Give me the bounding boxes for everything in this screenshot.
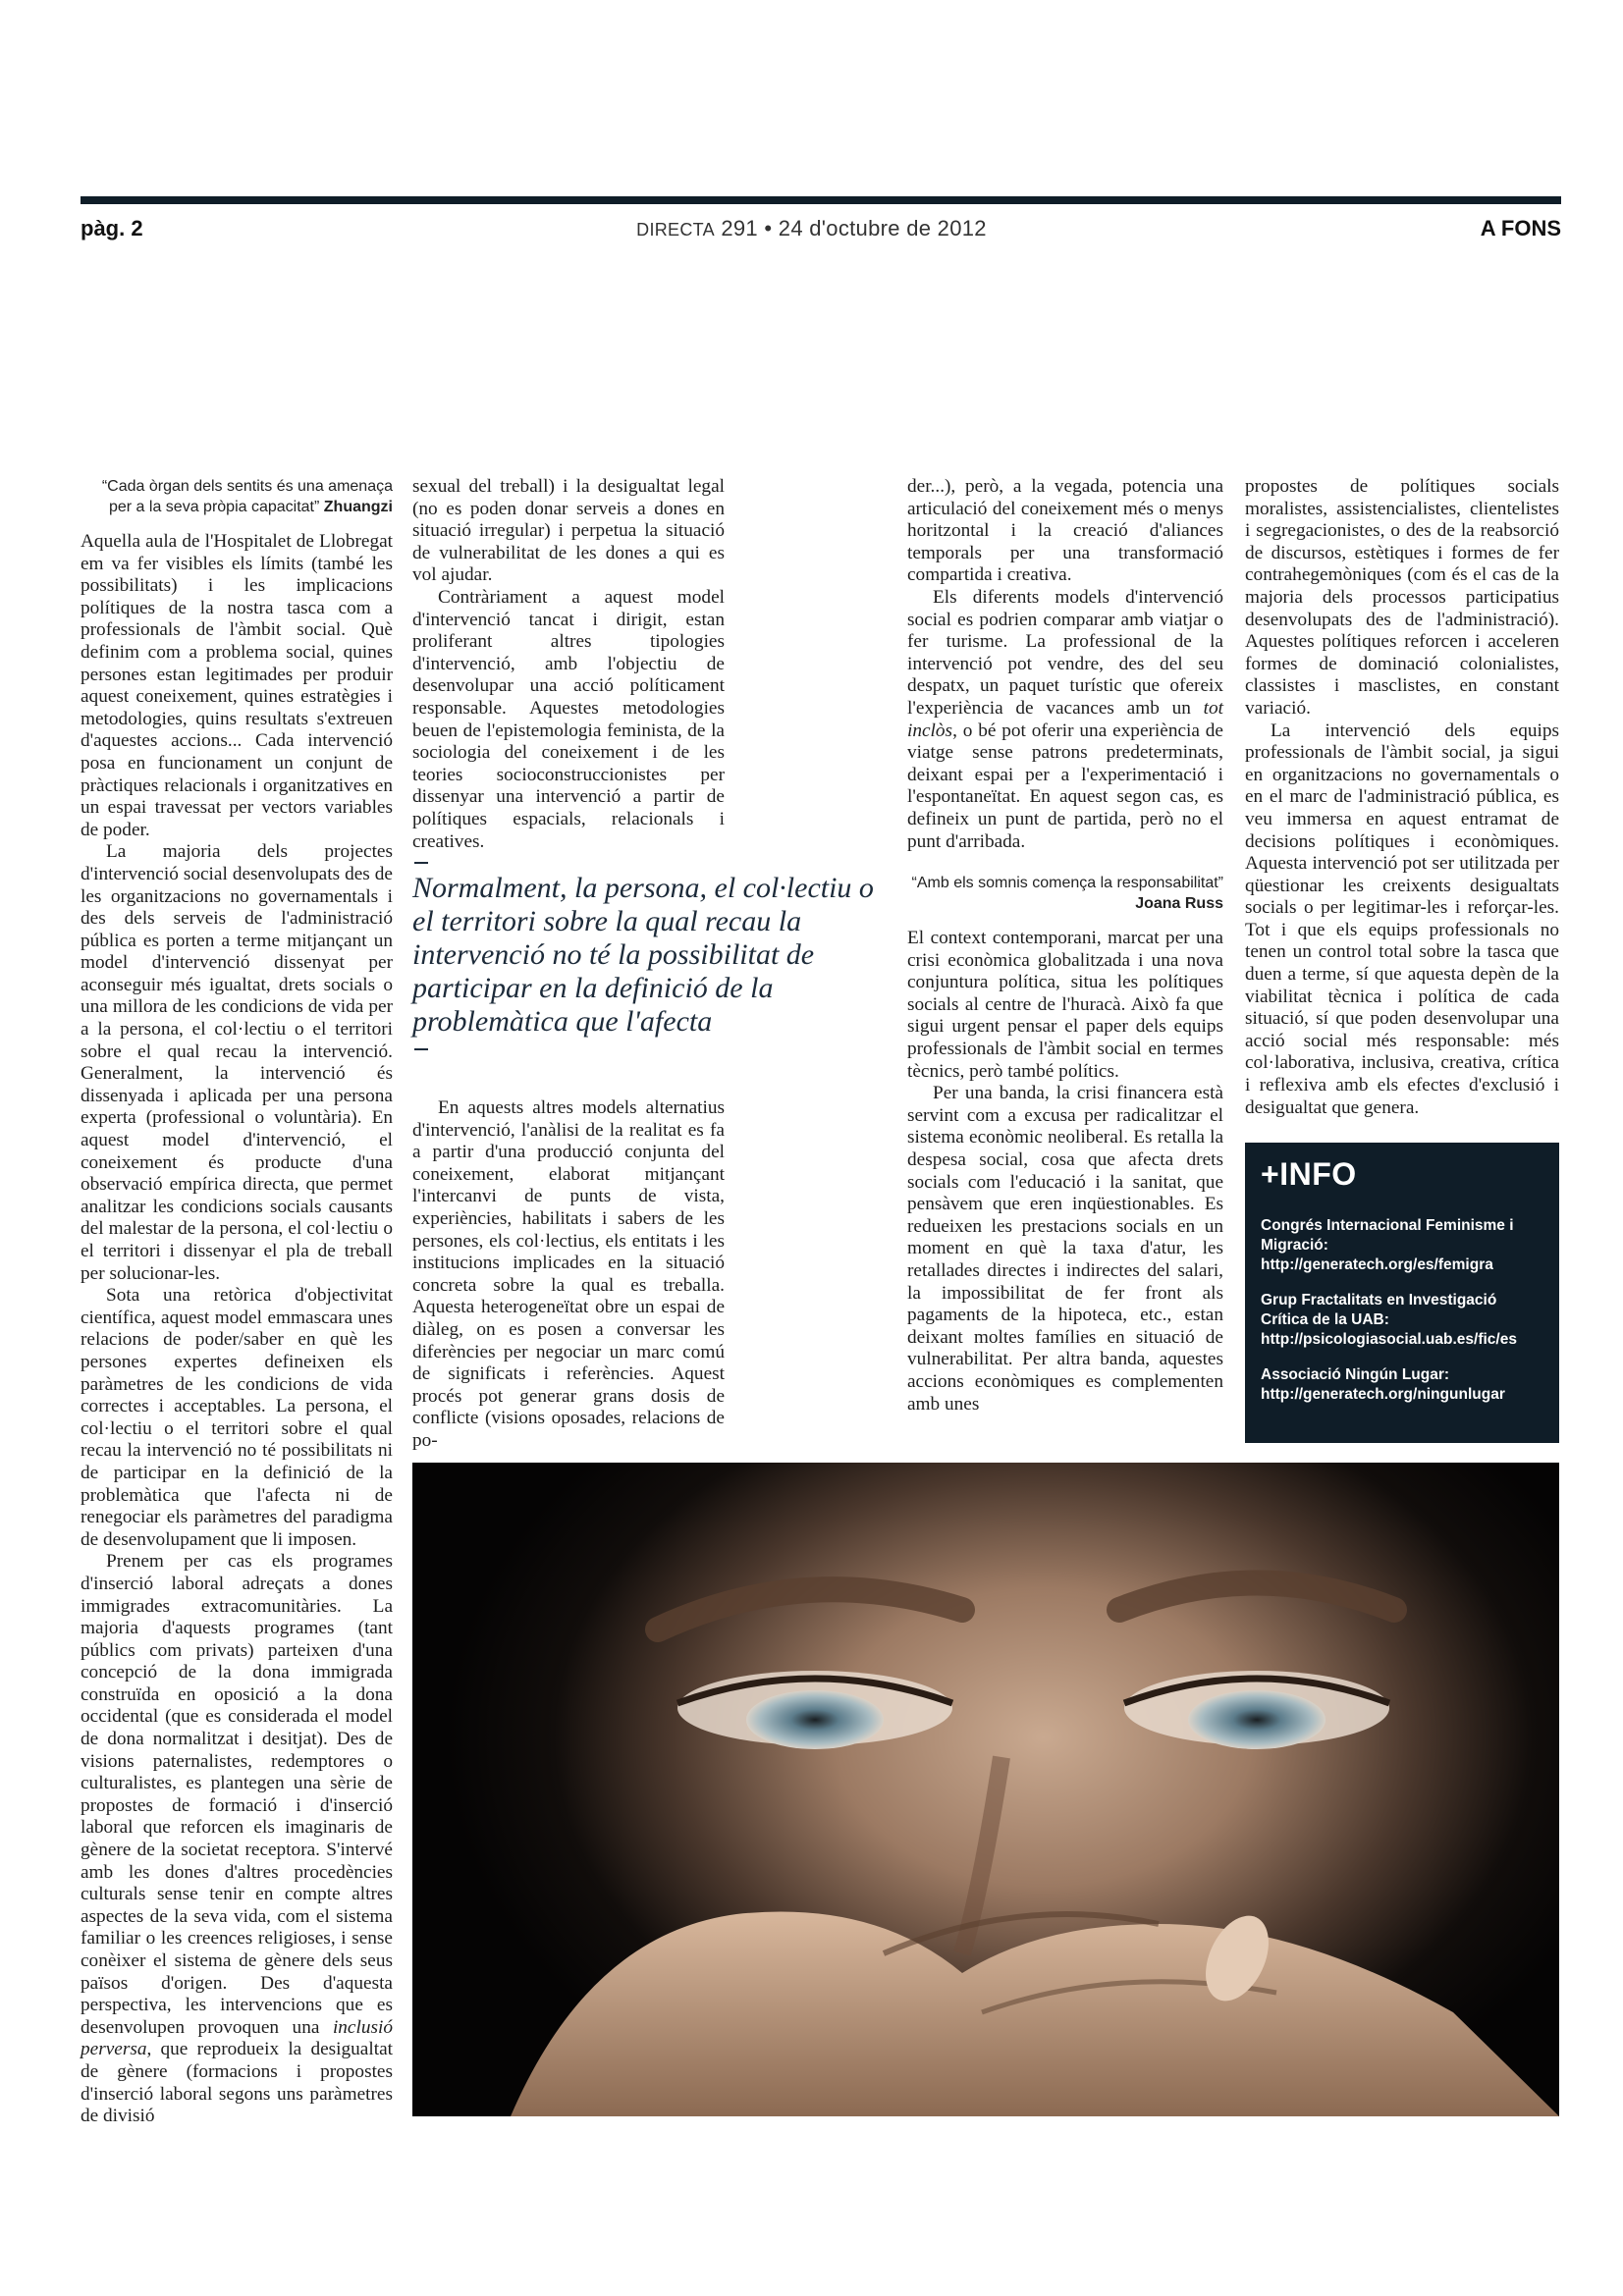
issue-line — [0, 216, 1623, 241]
column-1 — [81, 476, 393, 2128]
info-link[interactable]: http://generatech.org/es/femigra — [1261, 1256, 1493, 1273]
face-photo — [412, 1463, 1559, 2116]
info-item: Associació Ningún Lugar: http://generatech.org/ningunlugar — [1261, 1365, 1543, 1405]
info-link[interactable]: http://psicologiasocial.uab.es/fic/es — [1261, 1331, 1517, 1348]
paragraph: Per una banda, la crisi financera està servint com a excusa per radicalitzar el sistema econòmic neoliberal. Es retalla la despesa social, cosa que afecta drets socials com l'educació i la sanitat, que pensàvem que eren inqüestionables. Es redueixen les prestacions socials en un moment en què la taxa d'atur, les retallades directes i indirectes del salari, la impossibilitat de fer front als pagaments de la hipoteca, etc., estan deixant moltes famílies en situació de vulnerabilitat. Per altra banda, aquestes accions econòmiques es complementen amb unes — [907, 1083, 1223, 1415]
paragraph: Els diferents models d'intervenció social es podrien comparar amb viatjar o fer turisme. La professional de la intervenció pot vendre, des del seu despatx, un paquet turístic que ofereix l'experiència de vacances amb un tot inclòs, o bé pot oferir una experiència de viatge sense patrons predeterminats, deixant espai per a l'experimentació i l'espontaneïtat. En aquest segon cas, es defineix un punt de partida, però no el punt d'arribada. — [907, 586, 1223, 852]
paragraph: La majoria dels projectes d'intervenció social desenvolupats des de les organitzacions no governamentals i des dels serveis de l'administració pública es porten a terme mitjançant un model d'intervenció dissenyat per aconseguir més igualtat, drets socials o una millora de les condicions de vida per a la persona, el col·lectiu o el territori sobre el qual recau la intervenció. Generalment, la intervenció és dissenyada i aplicada per una persona experta (professional o voluntària). En aquest model d'intervenció, el coneixement és producte d'una observació empírica directa, que permet analitzar les condicions socials causants del malestar de la persona, el col·lectiu o el territori i dissenyar el pla de treball per solucionar-les. — [81, 841, 393, 1284]
page-number: pàg. 2 — [81, 216, 143, 240]
publication-name: DIRECTA — [636, 220, 715, 240]
paragraph: El context contemporani, marcat per una crisi econòmica globalitzada i una nova conjuntura política, situa les polítiques socials al centre de l'huracà. Això fa que sigui urgent pensar el paper dels equips professionals de l'àmbit social en termes tècnics, però també polítics. — [907, 928, 1223, 1082]
paragraph: Contràriament a aquest model d'intervenció tancat i dirigit, estan proliferant altres tipologies d'intervenció, amb l'objectiu de desenvolupar una acció políticament responsable. Aquestes metodologies beuen de l'epistemologia feminista, de la sociologia del coneixement i de les teories socioconstruccionistes per dissenyar una intervenció a partir de polítiques espacials, relacionals i creatives. — [412, 586, 725, 852]
info-item: Congrés Internacional Feminisme i Migració: http://generatech.org/es/femigra — [1261, 1216, 1543, 1275]
info-item: Grup Fractalitats en Investigació Crítica de la UAB: http://psicologiasocial.uab.es/fic/es — [1261, 1291, 1543, 1350]
paragraph: Aquella aula de l'Hospitalet de Llobregat em va fer visibles els límits (també les possibilitats) i les implicacions polítiques de la nostra tasca com a professionals de l'àmbit social. Què definim com a problema social, quines persones estan legitimades per produir aquest coneixement, quines estratègies i metodologies, quins resultats s'extreuen d'aquestes accions... Cada intervenció posa en funcionament un conjunt de pràctiques relacionals i organitzatives en un espai travessat per vectors variables de poder. — [81, 531, 393, 840]
pull-quote: Normalment, la persona, el col·lectiu o el territori sobre la qual recau la intervenció no té la possibilitat de participar en la definició de la problemàtica que l'afecta — [412, 862, 874, 1050]
paragraph: sexual del treball) i la desigualtat legal (no es poden donar serveis a dones en situació irregular) i perpetua la situació de vulnerabilitat de les dones a qui es vol ajudar. — [412, 476, 725, 586]
info-title: +INFO — [1261, 1156, 1357, 1192]
info-link[interactable]: http://generatech.org/ningunlugar — [1261, 1386, 1505, 1403]
paragraph: Prenem per cas els programes d'inserció laboral adreçats a dones immigrades extracomunitàries. La majoria d'aquests programes (tant públics com privats) parteixen d'una concepció de la dona immigrada construïda en oposició a la dona occidental (que es considerada el model de dona normalitzat i desitjat). Des de visions paternalistes, redemptores o culturalistes, es plantegen una sèrie de propostes de formació i d'inserció laboral que reforcen els imaginaris de gènere de la societat receptora. S'intervé amb les dones d'altres procedències culturals sense tenir en compte altres aspectes de la seva vida, com el sistema familiar o les creences religioses, i sense conèixer el sistema de gènere dels seus països d'origen. Des d'aquesta perspectiva, les intervencions que es desenvolupen provoquen una inclusió perversa, que reprodueix la desigualtat de gènere (formacions i propostes d'inserció laboral segons uns paràmetres de divisió — [81, 1551, 393, 2127]
column-2 — [412, 476, 725, 853]
section-name: A FONS — [1480, 216, 1561, 240]
header-rule — [81, 196, 1561, 204]
issue-date: 291 • 24 d'octubre de 2012 — [721, 216, 987, 240]
column-4 — [1245, 476, 1559, 1119]
paragraph: En aquests altres models alternatius d'intervenció, l'anàlisi de la realitat es fa a partir d'una producció conjunta del coneixement, elaborat mitjançant l'intercanvi de punts de vista, experiències, habilitats i sabers de les persones, els col·lectius, els entitats i les institucions implicades en la situació concreta sobre la qual es treballa. Aquesta heterogeneïtat obre un espai de diàleg, on es posen a conversar les diferències per negociar un marc comú de significats i referències. Aquest procés pot generar grans dosis de conflicte (visions oposades, relacions de po- — [412, 1097, 725, 1451]
column-2-continued — [412, 1097, 725, 1453]
paragraph: Sota una retòrica d'objectivitat científica, aquest model emmascara unes relacions de poder/saber en què les persones expertes defineixen els paràmetres de les condicions de vida correctes i acceptables. La persona, el col·lectiu o el territori sobre el qual recau la intervenció no té possibilitats ni de participar en la definició de la problemàtica que l'afecta ni de renegociar els paràmetres del paradigma de desenvolupament que li imposen. — [81, 1285, 393, 1550]
face-illustration — [412, 1463, 1559, 2116]
epigraph-quote: “Cada òrgan dels sentits és una amenaça per a la seva pròpia capacitat” Zhuangzi — [101, 478, 393, 515]
info-box — [1245, 1143, 1559, 1443]
paragraph: der...), però, a la vegada, potencia una articulació del coneixement més o menys horitzontal i la creació d'aliances temporals per una transformació compartida i creativa. — [907, 476, 1223, 586]
paragraph: La intervenció dels equips professionals de l'àmbit social, ja sigui en organitzacions no governamentals o en el marc de l'administració pública, es veu immersa en aquest entramat de decisions polítiques i econòmiques. Aquesta intervenció pot ser utilitzada per qüestionar les creixents desigualtats socials o per legitimar-les i reforçar-les. Tot i que els equips professionals no tenen un control total sobre la tasca que duen a terme, sí que aquesta depèn de la viabilitat tècnica i política de cada situació, sí que poden desenvolupar una acció social més responsable: més col·laborativa, inclusiva, creativa, crítica i reflexiva amb els efectes d'exclusió i desigualtat que genera. — [1245, 720, 1559, 1118]
column-3 — [907, 476, 1223, 1415]
epigraph-quote: “Amb els somnis comença la responsabilitat” Joana Russ — [911, 875, 1223, 913]
paragraph: propostes de polítiques socials moralistes, assistencialistes, clientelistes i segregacionistes, o des de la reabsorció de discursos, estètiques i formes de fer contrahegemòniques (com és el cas de la majoria dels processos participatius desenvolupats des de l'administració). Aquestes polítiques reforcen i acceleren formes de dominació colonialistes, classistes i masclistes, en constant variació. — [1245, 476, 1559, 719]
